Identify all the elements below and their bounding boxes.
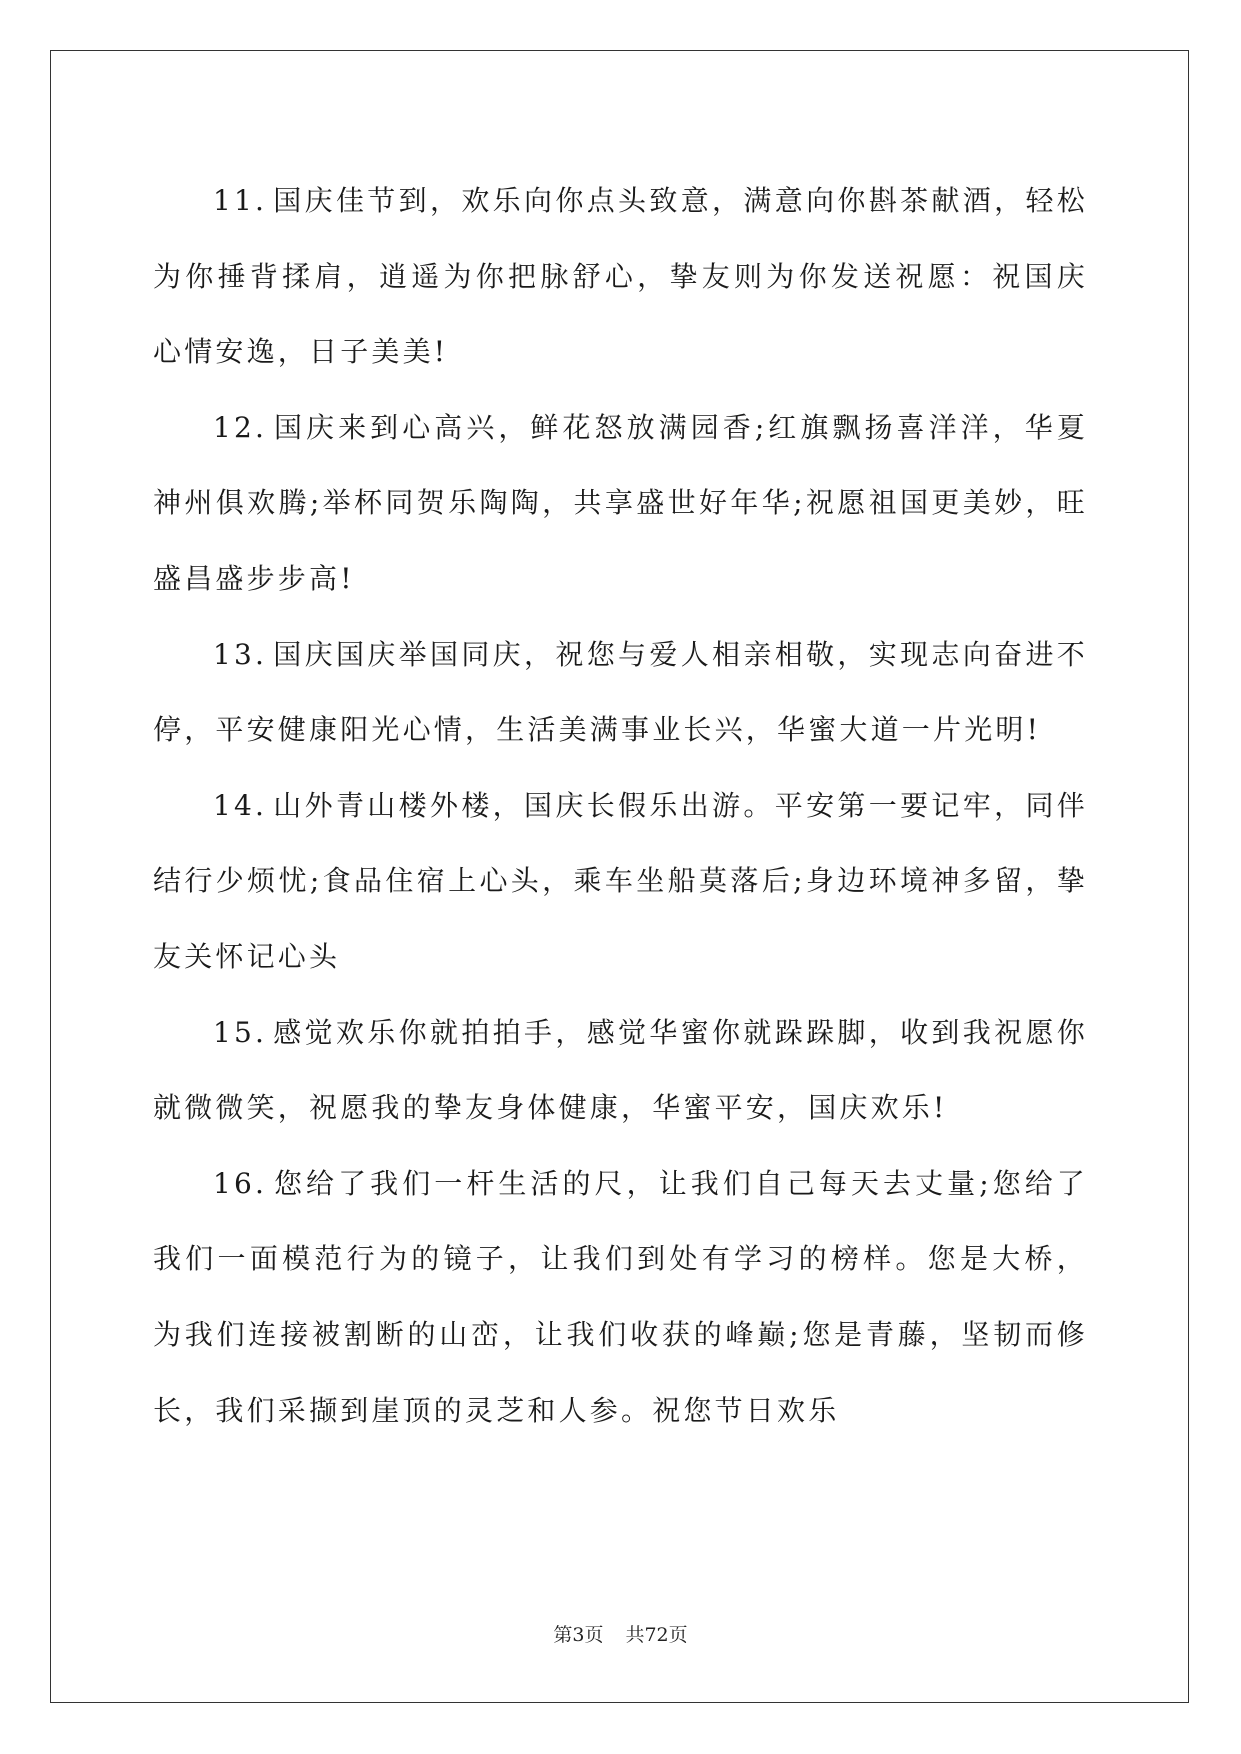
page-footer [0,1620,1241,1647]
paragraph-text: 国庆来到心高兴，鲜花怒放满园香;红旗飘扬喜洋洋，华夏神州俱欢腾;举杯同贺乐陶陶，共享盛世好年华;祝愿祖国更美妙，旺盛昌盛步步高! [153,410,1088,595]
paragraph-13 [153,617,1088,768]
paragraph-16 [153,1146,1088,1448]
paragraph-number: 16. [213,1166,268,1200]
page-total: 共72页 [625,1624,688,1646]
paragraph-12 [153,390,1088,617]
paragraph-text: 山外青山楼外楼，国庆长假乐出游。平安第一要记牢，同伴结行少烦忧;食品住宿上心头，乘车坐船莫落后;身边环境神多留，挚友关怀记心头 [153,788,1088,973]
paragraph-text: 您给了我们一杆生活的尺，让我们自己每天去丈量;您给了我们一面模范行为的镜子，让我们到处有学习的榜样。您是大桥，为我们连接被割断的山峦，让我们收获的峰巅;您是青藤，坚韧而修长，我们采撷到崖顶的灵芝和人参。祝您节日欢乐 [153,1166,1088,1427]
paragraph-text: 国庆佳节到，欢乐向你点头致意，满意向你斟茶献酒，轻松为你捶背揉肩，逍遥为你把脉舒心，挚友则为你发送祝愿：祝国庆心情安逸，日子美美! [153,184,1088,369]
paragraph-number: 11. [213,184,268,217]
paragraph-11 [153,163,1088,390]
paragraph-number: 12. [213,410,268,444]
paragraph-number: 14. [213,788,268,822]
paragraph-15 [153,995,1088,1146]
paragraph-14 [153,768,1088,995]
paragraph-number: 15. [213,1015,268,1049]
paragraph-number: 13. [213,637,268,671]
page-number: 第3页 [553,1624,604,1646]
document-body [153,163,1088,1448]
paragraph-text: 感觉欢乐你就拍拍手，感觉华蜜你就跺跺脚，收到我祝愿你就微微笑，祝愿我的挚友身体健康，华蜜平安，国庆欢乐! [153,1015,1088,1125]
paragraph-text: 国庆国庆举国同庆，祝您与爱人相亲相敬，实现志向奋进不停，平安健康阳光心情，生活美满事业长兴，华蜜大道一片光明! [153,637,1088,747]
